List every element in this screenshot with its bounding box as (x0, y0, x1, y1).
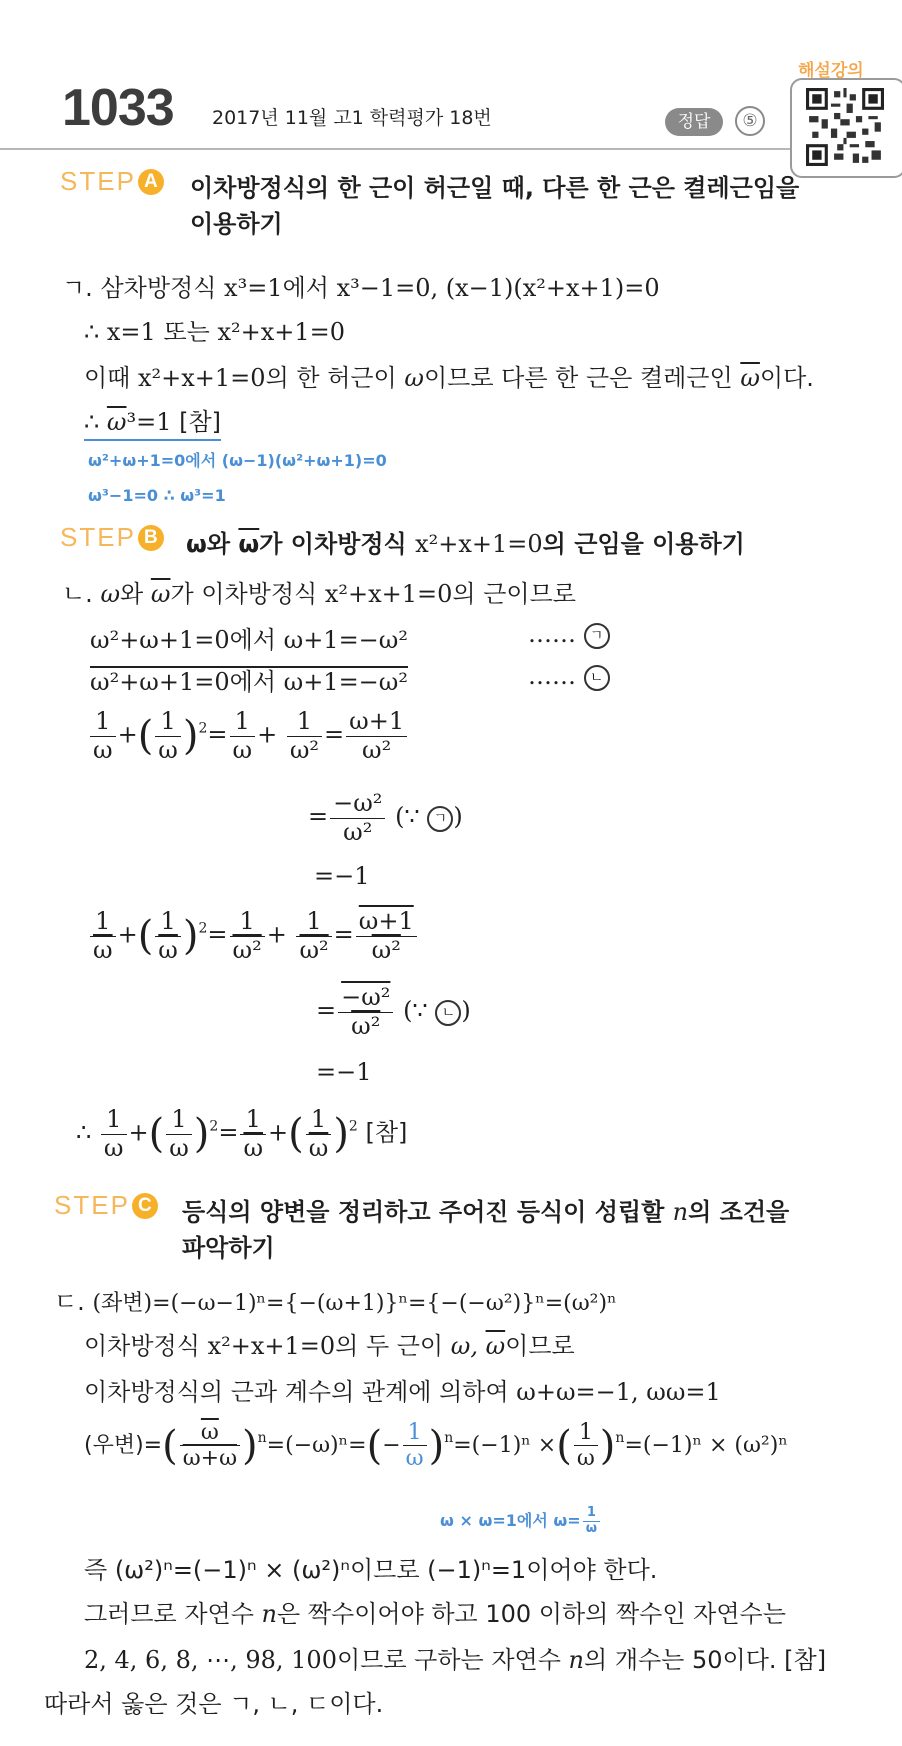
math: ω+ω=−1, ωω=1 (516, 1378, 721, 1406)
math: (좌변)=(−ω−1)ⁿ={−(ω+1)}ⁿ={−(−ω²)}ⁿ=(ω²)ⁿ (92, 1291, 617, 1316)
final-conclusion: 따라서 옳은 것은 ㄱ, ㄴ, ㄷ이다. (44, 1690, 384, 1718)
fraction: $\frac{1}{\omega}$ (90, 908, 116, 964)
math: x²+x+1=0 (415, 530, 543, 558)
fraction: $\frac{1}{\omega}$ (240, 1106, 266, 1162)
part-c-line-7 (84, 1640, 826, 1675)
math: ∴ (84, 408, 107, 436)
text: 또는 (155, 318, 218, 346)
text: 등식의 양변을 정리하고 주어진 등식이 성립할 (182, 1198, 673, 1226)
math: 2, 4, 6, 8, ⋯, 98, 100 (84, 1646, 337, 1674)
part-a-note-2: ω³−1=0 ∴ ω³=1 (88, 486, 226, 505)
fraction: $\frac{1}{\omega}$ (574, 1420, 598, 1472)
step-badge: A (138, 169, 164, 195)
circled-label-1: ㄱ (584, 623, 610, 649)
math: ³=1 (126, 408, 172, 436)
part-c-line-1 (54, 1282, 617, 1317)
text: 의 개수는 50이다. [참] (584, 1646, 827, 1674)
math: x³−1=0, (x−1)(x²+x+1)=0 (336, 274, 660, 302)
step-a-title: 이차방정식의 한 근이 허근일 때, 다른 한 근은 켤레근임을 (190, 174, 800, 202)
fraction: $\frac{1}{\omega}$ (583, 1506, 600, 1537)
text: ω와 (186, 530, 239, 558)
omega: ω, (450, 1332, 486, 1360)
fraction: $\frac{\omega+1}{\text{ω²}}$ (346, 708, 407, 764)
answer-badge: 정답 (665, 108, 723, 136)
part-b-step-2: = $\frac{\text{−ω²}}{\text{ω²}}$ (∵ ㄴ ) (316, 983, 471, 1040)
part-a-note-1: ω²+ω+1=0에서 (ω−1)(ω²+ω+1)=0 (88, 451, 387, 470)
step-badge: C (132, 1193, 158, 1219)
text: 그러므로 자연수 (84, 1600, 262, 1628)
part-b-eq-1-ref (528, 620, 610, 649)
part-c-line-5: 즉 (ω²)ⁿ=(−1)ⁿ × (ω²)ⁿ이므로 (−1)ⁿ=1이어야 한다. (84, 1556, 658, 1584)
text: 가 이차방정식 (170, 580, 325, 608)
fraction: $\frac{\overline{\omega}}{\omega+\omega}$ (180, 1420, 240, 1472)
omega-bar: $\overline{\omega}$ (740, 364, 760, 392)
part-b-result-1: =−1 (314, 862, 370, 890)
omega: ω (404, 364, 424, 392)
dots: …… (528, 620, 576, 648)
fraction: $\frac{1}{\omega}$ (90, 708, 116, 764)
fraction: $\frac{1}{\omega}$ (306, 1106, 332, 1162)
part-b-marker: ㄴ. (62, 580, 93, 608)
omega-bar: $\overline{\omega}$ (150, 580, 171, 608)
part-b-eq-2-ref (528, 662, 610, 691)
circled-label-2: ㄴ (584, 665, 610, 691)
text: 의 한 허근이 (265, 364, 405, 392)
text: 에서 (282, 274, 337, 302)
math: x²+x+1=0 (138, 364, 266, 392)
text: 이때 (84, 364, 138, 392)
step-label: STEP (60, 166, 136, 196)
step-c-heading (54, 1190, 158, 1221)
fraction: $\frac{\text{−ω²}}{\text{ω²}}$ (330, 790, 385, 846)
part-b-step-1: = $\frac{\text{−ω²}}{\text{ω²}}$ (∵ ㄱ ) (308, 789, 463, 846)
part-a-line-3 (84, 358, 814, 393)
part-a-marker: ㄱ. (62, 274, 93, 302)
answer-number: ⑤ (735, 106, 765, 136)
header-divider (0, 148, 790, 150)
text: 삼차방정식 (100, 274, 225, 302)
tag: [참] (179, 408, 222, 436)
tag: [참] (365, 1118, 408, 1147)
part-b-line-1 (62, 574, 576, 609)
circled-label-1: ㄱ (427, 806, 453, 832)
part-c-rhs: (우변)=( $\frac{\overline{\omega}}{\omega+\omega}$ )$^n$=(−ω)ⁿ=(− $\frac{1}{\omega}$ )$^n$=(−1)ⁿ ×( $\frac{1}{\omega}$ )$^n$=(−1)ⁿ × (ω²)ⁿ (84, 1420, 788, 1472)
omega-bar: $\overline{\omega}$ (106, 408, 127, 436)
step-label: STEP (60, 522, 136, 552)
text: 이차방정식의 근과 계수의 관계에 의하여 (84, 1378, 517, 1406)
problem-source: 2017년 11월 고1 학력평가 18번 (212, 107, 492, 129)
text: 의 근이므로 (452, 580, 576, 608)
part-a-line-4 (84, 402, 221, 441)
text: 이므로 다른 한 근은 켤레근인 (423, 364, 741, 392)
step-badge: B (138, 525, 164, 551)
omega-bar: $\overline{\omega}$ (485, 1332, 506, 1360)
step-a-heading (60, 166, 164, 197)
part-b-result-2: =−1 (316, 1058, 372, 1086)
math: ∴ x=1 (84, 318, 156, 346)
part-b-fraction-eq-2: $\frac{1}{\omega}$ +( $\frac{1}{\omega}$ )$^2$= $\frac{1}{\text{ω²}}$ + $\frac{1}{\text{ω²}}$ = $\frac{\omega+1}{\text{ω²}}$ (88, 908, 419, 964)
qr-code-icon[interactable] (806, 88, 884, 166)
text: 이므로 구하는 자연수 (336, 1646, 569, 1674)
problem-number: 1033 (62, 79, 174, 137)
text: 이다. (759, 364, 814, 392)
variable-n: n (261, 1600, 278, 1628)
qr-label: 해설강의 (798, 61, 864, 81)
fraction: $\frac{1}{\omega}$ (166, 1106, 192, 1162)
math: x²+x+1=0 (217, 318, 346, 346)
fraction: $\frac{1}{\omega}$ (101, 1106, 127, 1162)
part-c-line-2 (84, 1326, 575, 1361)
fraction: $\frac{\omega+1}{\text{ω²}}$ (356, 908, 417, 964)
text: 은 짝수이어야 하고 100 이하의 짝수인 자연수는 (277, 1600, 786, 1628)
part-b-conclusion: ∴ $\frac{1}{\omega}$ +( $\frac{1}{\omega}$ )$^2$= $\frac{1}{\omega}$ +( $\frac{1}{\omega}$ )$^2$ [참] (76, 1105, 408, 1162)
part-b-eq-2: ω²+ω+1=0에서 ω+1=−ω² (90, 668, 408, 696)
text: 가 이차방정식 (259, 530, 416, 558)
fraction: $\frac{1}{\omega}$ (230, 708, 256, 764)
part-c-line-6 (84, 1594, 786, 1629)
circled-label-2: ㄴ (435, 1000, 461, 1026)
fraction: $\frac{\text{−ω²}}{\text{ω²}}$ (338, 984, 393, 1040)
text: 의 근임을 이용하기 (542, 530, 745, 558)
math: x²+x+1=0 (324, 580, 453, 608)
fraction: $\frac{1}{\omega}$ (155, 708, 181, 764)
part-c-marker: ㄷ. (54, 1288, 85, 1316)
fraction: $\frac{1}{\text{ω²}}$ (230, 908, 265, 964)
variable-n: n (672, 1198, 689, 1226)
omega-bar: $\overline{\omega}$ (238, 530, 260, 558)
text: 와 (120, 580, 151, 608)
fraction: $\frac{1}{\omega}$ (155, 908, 181, 964)
math: x³=1 (224, 274, 283, 302)
step-label: STEP (54, 1190, 130, 1220)
text: 의 두 근이 (335, 1332, 451, 1360)
step-c-title-cont: 파악하기 (182, 1234, 275, 1262)
variable-n: n (568, 1646, 584, 1674)
text: 의 조건을 (688, 1198, 790, 1226)
part-c-line-3 (84, 1372, 721, 1407)
step-a-title-cont: 이용하기 (190, 210, 283, 238)
dots: …… (528, 662, 576, 690)
math: x²+x+1=0 (207, 1332, 336, 1360)
part-a-line-1 (62, 268, 660, 303)
part-c-note: ω × ω=1에서 ω= $\frac{1}{\omega}$ (440, 1506, 602, 1537)
text: 이므로 (505, 1332, 575, 1360)
part-a-line-2 (84, 312, 345, 347)
omega: ω (100, 580, 121, 608)
step-b-heading (60, 522, 164, 553)
step-b-title (186, 524, 745, 559)
step-c-title (182, 1192, 789, 1227)
because: (∵ (403, 996, 428, 1025)
text: 이차방정식 (84, 1332, 208, 1360)
fraction: $\frac{1}{\omega}$ (403, 1420, 427, 1472)
because: (∵ (395, 802, 420, 831)
part-b-fraction-eq-1: $\frac{1}{\omega}$ +( $\frac{1}{\omega}$ )$^2$= $\frac{1}{\omega}$ + $\frac{1}{\text{ω²}}$ = $\frac{\omega+1}{\text{ω²}}$ (88, 708, 409, 764)
part-b-eq-1: ω²+ω+1=0에서 ω+1=−ω² (90, 626, 408, 654)
fraction: $\frac{1}{\text{ω²}}$ (287, 708, 322, 764)
fraction: $\frac{1}{\text{ω²}}$ (296, 908, 331, 964)
